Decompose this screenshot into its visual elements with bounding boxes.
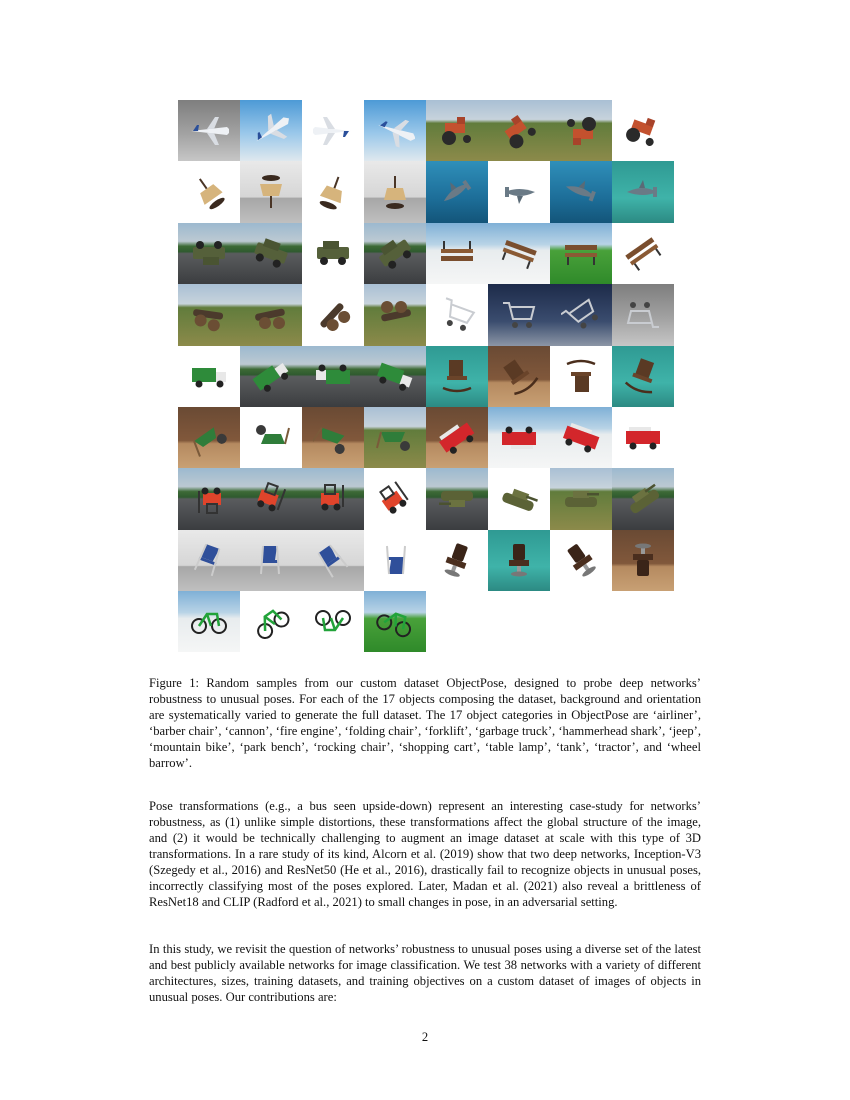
- thumbnail-wheel-barrow: [302, 407, 364, 468]
- thumbnail-tractor: [612, 100, 674, 161]
- thumbnail-barber-chair: [488, 530, 550, 591]
- jeep-glyph: [189, 233, 229, 273]
- park-bench-glyph: [623, 233, 663, 273]
- folding-chair-glyph: [251, 540, 291, 580]
- hammerhead-shark-glyph: [561, 172, 601, 212]
- left-grid-row: [178, 530, 426, 591]
- thumbnail-forklift: [178, 468, 240, 529]
- tractor-glyph: [437, 111, 477, 151]
- thumbnail-shopping-cart: [488, 284, 550, 345]
- table-lamp-glyph: [313, 172, 353, 212]
- thumbnail-cannon: [302, 284, 364, 345]
- thumbnail-garbage-truck: [240, 346, 302, 407]
- park-bench-glyph: [437, 233, 477, 273]
- thumbnail-folding-chair: [240, 530, 302, 591]
- body-paragraph-2: In this study, we revisit the question of networks’ robustness to unusual poses using a diverse set of the latest and best publicly available networks for image classification. We test 38 networks with a variety of different architectures, sizes, training datasets, and training objectives on a custom dataset of images of objects in unusual poses. Our contributions are:: [149, 942, 701, 1004]
- right-grid-row: [426, 100, 674, 161]
- wheel-barrow-glyph: [251, 418, 291, 458]
- thumbnail-rocking-chair: [488, 346, 550, 407]
- thumbnail-barber-chair: [550, 530, 612, 591]
- rocking-chair-glyph: [561, 356, 601, 396]
- thumbnail-shopping-cart: [612, 284, 674, 345]
- thumbnail-table-lamp: [364, 161, 426, 222]
- mountain-bike-glyph: [251, 602, 291, 642]
- thumbnail-barber-chair: [426, 530, 488, 591]
- cannon-glyph: [375, 295, 415, 335]
- forklift-glyph: [251, 479, 291, 519]
- mountain-bike-glyph: [313, 602, 353, 642]
- thumbnail-park-bench: [488, 223, 550, 284]
- garbage-truck-glyph: [189, 356, 229, 396]
- thumbnail-barber-chair: [612, 530, 674, 591]
- jeep-glyph: [313, 233, 353, 273]
- fire-engine-glyph: [499, 418, 539, 458]
- shopping-cart-glyph: [623, 295, 663, 335]
- thumbnail-mountain-bike: [302, 591, 364, 652]
- thumbnail-wheel-barrow: [178, 407, 240, 468]
- forklift-glyph: [313, 479, 353, 519]
- right-grid-row: [426, 530, 674, 591]
- mountain-bike-glyph: [189, 602, 229, 642]
- right-grid-row: [426, 407, 674, 468]
- thumbnail-table-lamp: [240, 161, 302, 222]
- thumbnail-tractor: [550, 100, 612, 161]
- park-bench-glyph: [561, 233, 601, 273]
- fire-engine-glyph: [437, 418, 477, 458]
- thumbnail-shopping-cart: [426, 284, 488, 345]
- thumbnail-hammerhead-shark: [550, 161, 612, 222]
- folding-chair-glyph: [189, 540, 229, 580]
- airliner-glyph: [189, 111, 229, 151]
- cannon-glyph: [313, 295, 353, 335]
- figure-caption: Figure 1: Random samples from our custom dataset ObjectPose, designed to probe deep networks’ robustness to unusual poses. For each of the 17 objects composing the dataset, background and orientation are systematically varied to generate the full dataset. The 17 object categories in ObjectPose are ‘airliner’, ‘barber chair’, ‘cannon’, ‘fire engine’, ‘folding chair’, ‘forklift’, ‘garbage truck’, ‘hammerhead shark’, ‘jeep’, ‘mountain bike’, ‘park bench’, ‘rocking chair’, ‘shopping cart’, ‘table lamp’, ‘tank’, ‘tractor’, and ‘wheel barrow’.: [149, 676, 701, 770]
- park-bench-glyph: [499, 233, 539, 273]
- right-grid-row: [426, 161, 674, 222]
- thumbnail-airliner: [240, 100, 302, 161]
- thumbnail-forklift: [302, 468, 364, 529]
- cannon-glyph: [189, 295, 229, 335]
- folding-chair-glyph: [313, 540, 353, 580]
- thumbnail-jeep: [178, 223, 240, 284]
- barber-chair-glyph: [437, 540, 477, 580]
- wheel-barrow-glyph: [313, 418, 353, 458]
- shopping-cart-glyph: [437, 295, 477, 335]
- thumbnail-tank: [488, 468, 550, 529]
- right-grid-row: [426, 346, 674, 407]
- page-number: 2: [421, 1030, 429, 1044]
- thumbnail-rocking-chair: [550, 346, 612, 407]
- thumbnail-garbage-truck: [178, 346, 240, 407]
- thumbnail-jeep: [240, 223, 302, 284]
- thumbnail-forklift: [364, 468, 426, 529]
- tank-glyph: [437, 479, 477, 519]
- thumbnail-jeep: [302, 223, 364, 284]
- tractor-glyph: [499, 111, 539, 151]
- thumbnail-wheel-barrow: [364, 407, 426, 468]
- thumbnail-wheel-barrow: [240, 407, 302, 468]
- hammerhead-shark-glyph: [499, 172, 539, 212]
- tank-glyph: [499, 479, 539, 519]
- figure-left-grid: [178, 100, 426, 652]
- thumbnail-rocking-chair: [612, 346, 674, 407]
- thumbnail-tank: [550, 468, 612, 529]
- thumbnail-airliner: [364, 100, 426, 161]
- thumbnail-fire-engine: [488, 407, 550, 468]
- garbage-truck-glyph: [375, 356, 415, 396]
- rocking-chair-glyph: [623, 356, 663, 396]
- left-grid-row: [178, 346, 426, 407]
- forklift-glyph: [375, 479, 415, 519]
- hammerhead-shark-glyph: [623, 172, 663, 212]
- right-grid-row: [426, 468, 674, 529]
- airliner-glyph: [375, 111, 415, 151]
- garbage-truck-glyph: [313, 356, 353, 396]
- thumbnail-folding-chair: [364, 530, 426, 591]
- left-grid-row: [178, 284, 426, 345]
- jeep-glyph: [375, 233, 415, 273]
- thumbnail-jeep: [364, 223, 426, 284]
- right-grid-row: [426, 284, 674, 345]
- thumbnail-tractor: [488, 100, 550, 161]
- shopping-cart-glyph: [561, 295, 601, 335]
- garbage-truck-glyph: [251, 356, 291, 396]
- fire-engine-glyph: [561, 418, 601, 458]
- wheel-barrow-glyph: [189, 418, 229, 458]
- thumbnail-shopping-cart: [550, 284, 612, 345]
- thumbnail-airliner: [302, 100, 364, 161]
- barber-chair-glyph: [561, 540, 601, 580]
- shopping-cart-glyph: [499, 295, 539, 335]
- left-grid-row: [178, 407, 426, 468]
- left-grid-row: [178, 100, 426, 161]
- folding-chair-glyph: [375, 540, 415, 580]
- thumbnail-tank: [426, 468, 488, 529]
- forklift-glyph: [189, 479, 229, 519]
- thumbnail-park-bench: [426, 223, 488, 284]
- table-lamp-glyph: [251, 172, 291, 212]
- table-lamp-glyph: [375, 172, 415, 212]
- thumbnail-hammerhead-shark: [426, 161, 488, 222]
- airliner-glyph: [251, 111, 291, 151]
- table-lamp-glyph: [189, 172, 229, 212]
- thumbnail-park-bench: [612, 223, 674, 284]
- thumbnail-tank: [612, 468, 674, 529]
- thumbnail-tractor: [426, 100, 488, 161]
- tank-glyph: [623, 479, 663, 519]
- airliner-glyph: [313, 111, 353, 151]
- thumbnail-garbage-truck: [302, 346, 364, 407]
- figure-right-grid: [426, 100, 674, 591]
- thumbnail-park-bench: [550, 223, 612, 284]
- thumbnail-forklift: [240, 468, 302, 529]
- thumbnail-folding-chair: [302, 530, 364, 591]
- jeep-glyph: [251, 233, 291, 273]
- thumbnail-cannon: [240, 284, 302, 345]
- tractor-glyph: [561, 111, 601, 151]
- thumbnail-folding-chair: [178, 530, 240, 591]
- thumbnail-mountain-bike: [364, 591, 426, 652]
- thumbnail-cannon: [178, 284, 240, 345]
- thumbnail-fire-engine: [550, 407, 612, 468]
- thumbnail-table-lamp: [302, 161, 364, 222]
- fire-engine-glyph: [623, 418, 663, 458]
- barber-chair-glyph: [623, 540, 663, 580]
- left-grid-row: [178, 223, 426, 284]
- thumbnail-hammerhead-shark: [488, 161, 550, 222]
- thumbnail-mountain-bike: [240, 591, 302, 652]
- cannon-glyph: [251, 295, 291, 335]
- barber-chair-glyph: [499, 540, 539, 580]
- hammerhead-shark-glyph: [437, 172, 477, 212]
- thumbnail-rocking-chair: [426, 346, 488, 407]
- tractor-glyph: [623, 111, 663, 151]
- thumbnail-fire-engine: [426, 407, 488, 468]
- left-grid-row: [178, 591, 426, 652]
- left-grid-row: [178, 161, 426, 222]
- left-grid-row: [178, 468, 426, 529]
- thumbnail-cannon: [364, 284, 426, 345]
- thumbnail-hammerhead-shark: [612, 161, 674, 222]
- rocking-chair-glyph: [437, 356, 477, 396]
- rocking-chair-glyph: [499, 356, 539, 396]
- thumbnail-mountain-bike: [178, 591, 240, 652]
- right-grid-row: [426, 223, 674, 284]
- body-paragraph-1: Pose transformations (e.g., a bus seen upside-down) represent an interesting case-study for networks’ robustness, as (1) unlike simple distortions, these transformations affect the global structure of the image, and (2) it would be technically challenging to augment an image dataset at scale with this type of 3D transformations. In a rare study of its kind, Alcorn et al. (2019) show that two deep networks, Inception-V3 (Szegedy et al., 2016) and ResNet50 (He et al., 2016), drastically fail to recognize objects in unusual poses, incorrectly classifying most of the poses explored. Later, Madan et al. (2021) also reveal a brittleness of ResNet18 and CLIP (Radford et al., 2021) to small changes in pose, in an adversarial setting.: [149, 799, 701, 909]
- wheel-barrow-glyph: [375, 418, 415, 458]
- thumbnail-airliner: [178, 100, 240, 161]
- thumbnail-table-lamp: [178, 161, 240, 222]
- tank-glyph: [561, 479, 601, 519]
- mountain-bike-glyph: [375, 602, 415, 642]
- thumbnail-fire-engine: [612, 407, 674, 468]
- thumbnail-garbage-truck: [364, 346, 426, 407]
